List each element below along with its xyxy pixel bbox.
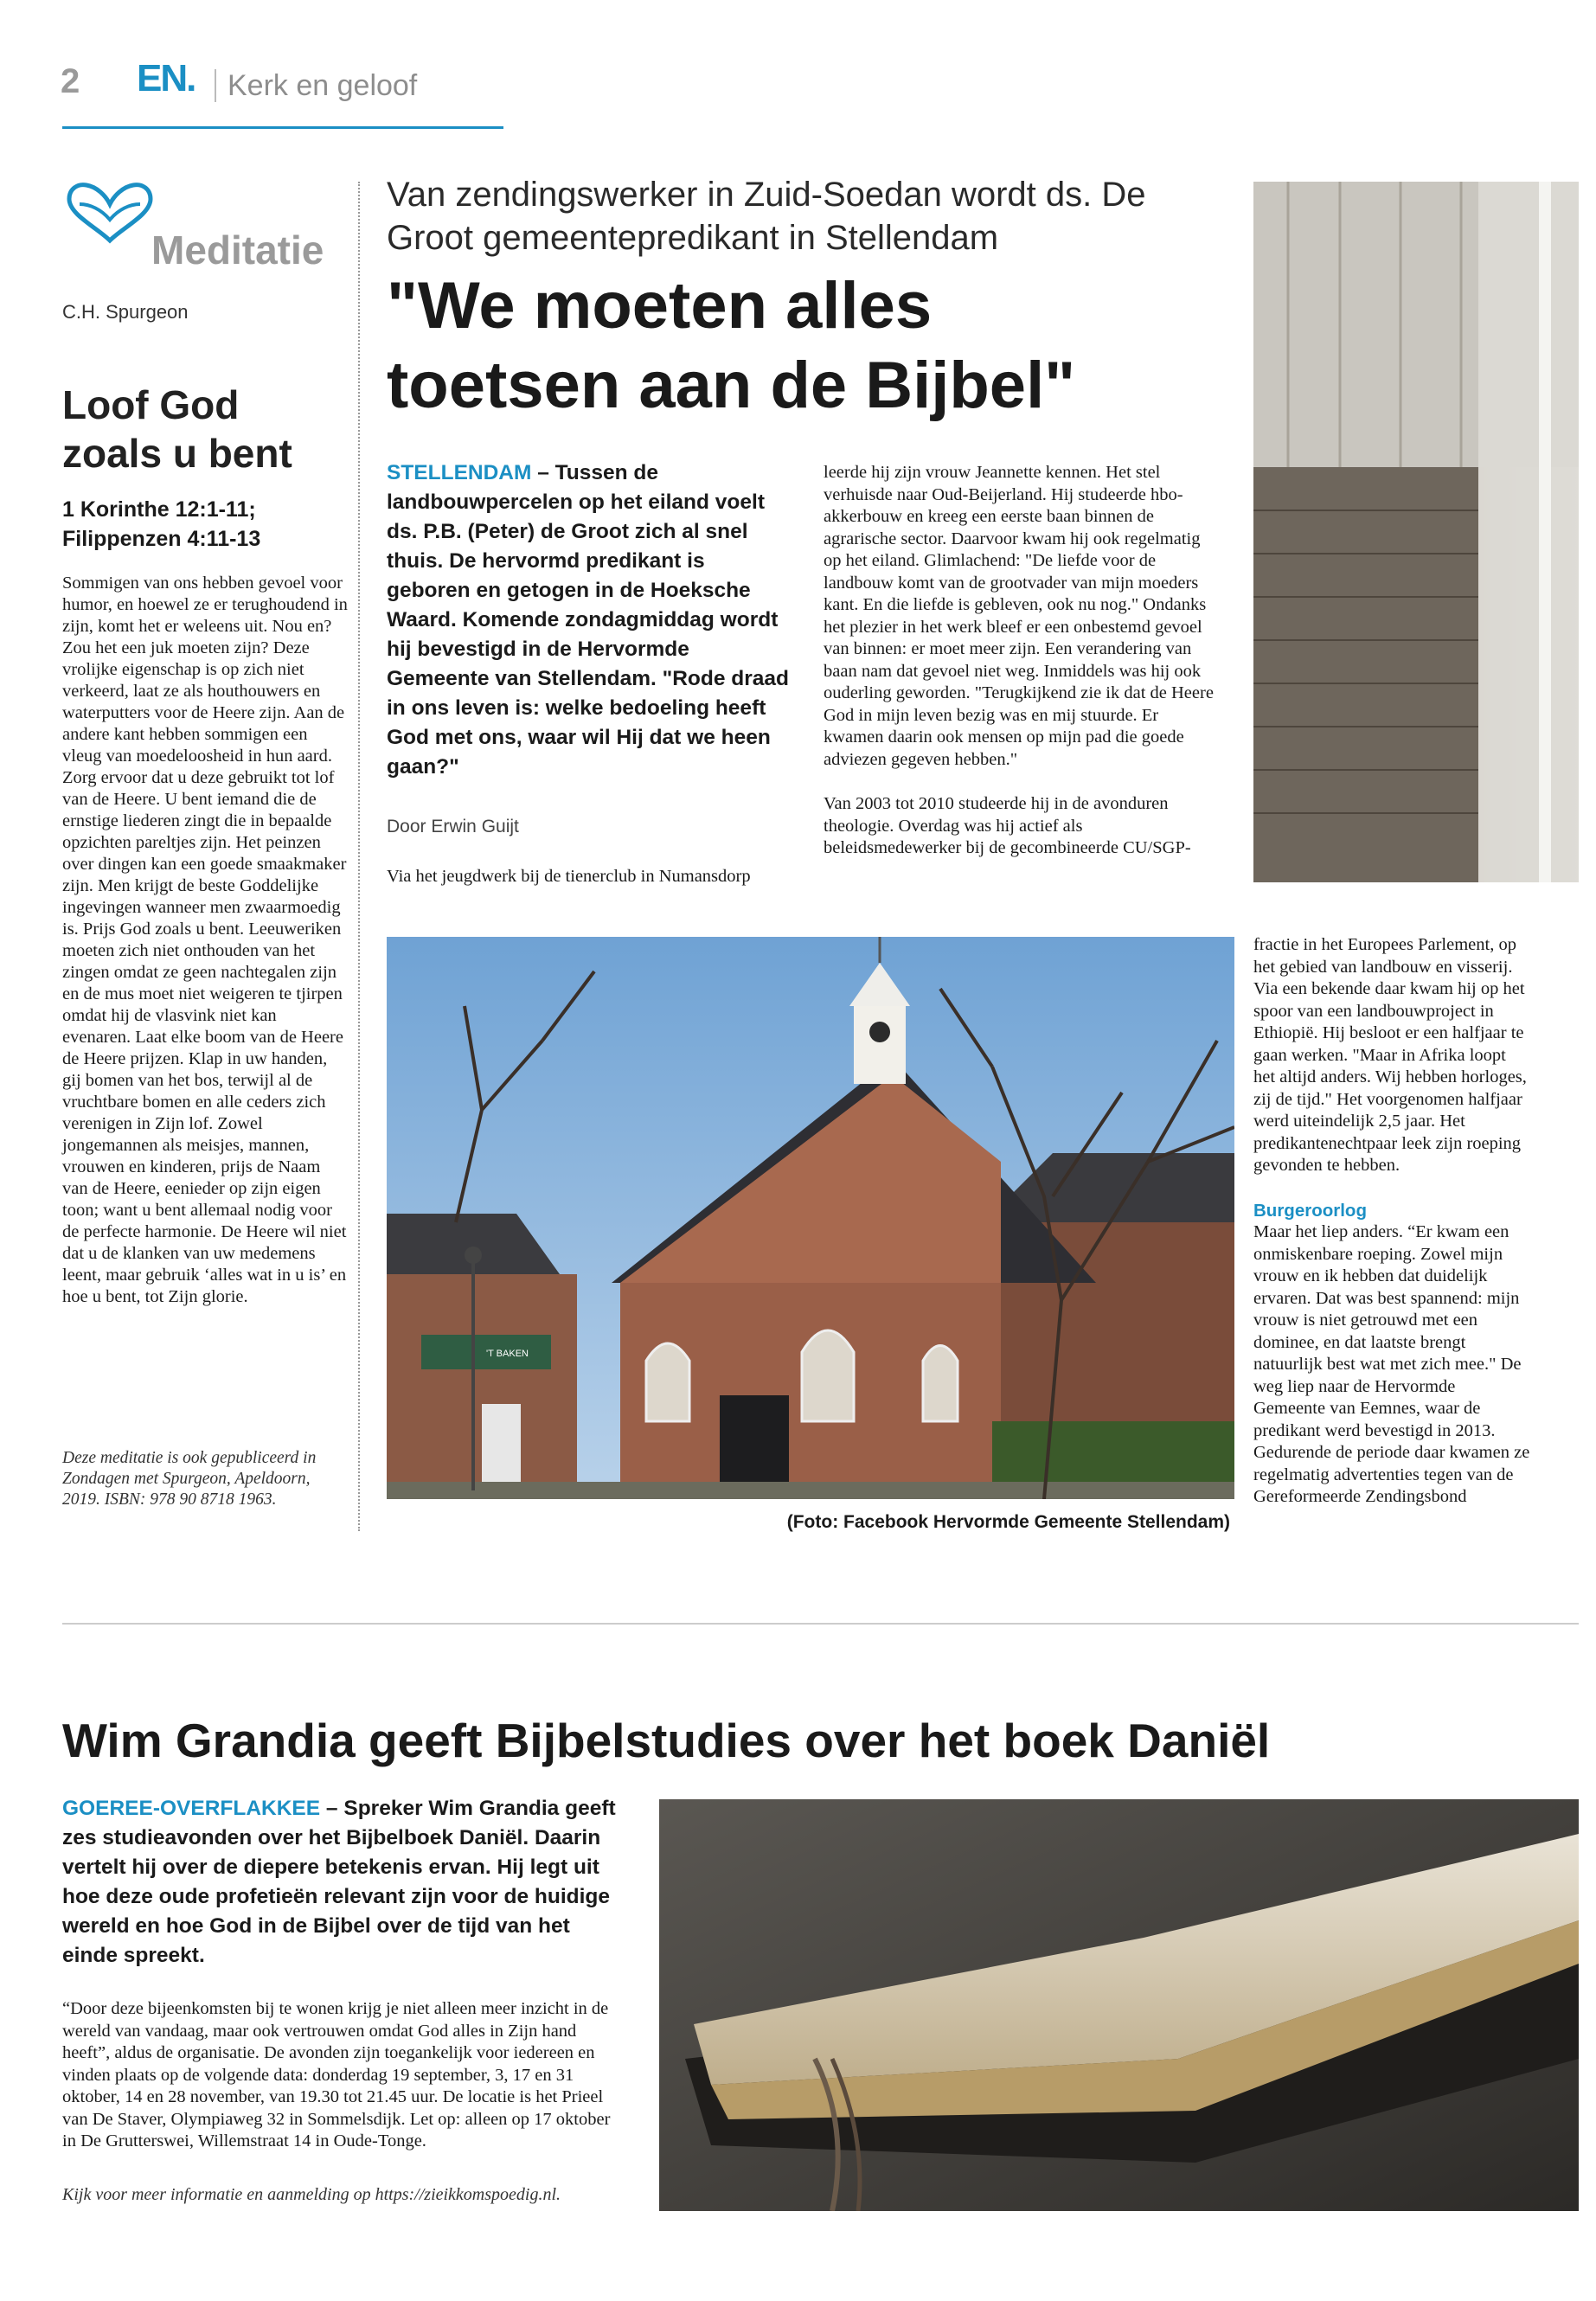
- article-2-body: “Door deze bijeenkomsten bij te wonen krijg je niet alleen meer inzicht in de wereld van vandaag, maar ook vertrouwen omdat God alles in Zijn hand heeft”, aldus de organisatie. De avonden zijn toegankelijk voor iedereen en vinden plaats op de volgende data: donderdag 19 september, 3, 17 en 31 oktober, 14 en 28 november, van 19.30 tot 21.45 uur. De locatie is het Prieel van De Staver, Olympiaweg 32 in Sommelsdijk. Let op: alleen op 17 oktober in De Grutterswei, Willemstraat 14 in Oude-Tonge.: [62, 1999, 611, 2150]
- section-divider: [62, 1623, 1579, 1625]
- section-title: Kerk en geloof: [228, 69, 418, 102]
- photo-caption: (Foto: Facebook Hervormde Gemeente Stellendam): [786, 1512, 1230, 1532]
- publication-logo: EN.: [137, 57, 195, 99]
- meditation-label: Meditatie: [151, 228, 324, 272]
- bible-photo: [659, 1799, 1579, 2211]
- paragraph: leerde hij zijn vrouw Jeannette kennen. Het stel verhuisde naar Oud-Beijerland. Hij studeerde hbo-akkerbouw en kreeg een eerste baan binnen de agrarische sector. Daarvoor kwam hij ook regelmatig op het eiland. Glimlachend: "De liefde voor de landbouw komt van de grootvader van mijn moeders kant. En die liefde is gebleven, ook nu nog." Ondanks het plezier in het werk bleef er een onbestemd gevoel van binnen: er moet meer zijn. Een verandering van baan nam dat gevoel niet weg. Inmiddels was hij ook ouderling geworden. "Terugkijkend zie ik dat de Heere God in mijn leven bezig was en mij stuurde. Er kwamen daarin ook mensen op mijn pad die goede adviezen gegeven hebben.": [824, 463, 1214, 769]
- article-2-lead: [62, 1794, 625, 1971]
- church-photo: [387, 937, 1234, 1499]
- subheading: Burgeroorlog: [1253, 1200, 1367, 1221]
- meditation-author: C.H. Spurgeon: [62, 301, 189, 323]
- meditation-body: Sommigen van ons hebben gevoel voor humor, en hoewel ze er terughoudend in zijn, komt het er weleens uit. Nou en? Zou het een juk moeten zijn? Deze vrolijke eigenschap is op zich niet verkeerd, laat ze als houthouwers en waterputters voor de Heere zijn. Aan de andere kant hebben sommigen een vleug van moedeloosheid in hun aard. Zorg ervoor dat u deze gebruikt tot lof van de Heere. U bent iemand die de ernstige liederen zingt die in bepaalde opzichten pareltjes zijn. Het peinzen over dingen kan een goede smaakmaker zijn. Men krijgt de beste Goddelijke ingevingen wanneer men zwaarmoedig is. Prijs God zoals u bent. Leeuweriken moeten zich niet onthouden van het zingen omdat ze geen nachtegalen zijn en de mus moet niet weigeren te tjirpen omdat hij de vlasvink niet kan evenaren. Laat elke boom van de Heere de Heere prijzen. Klap in uw handen, gij bomen van het bos, terwijl al de vruchtbare bomen en alle ceders zich verenigen in Zijn lof. Zowel jongemannen als meisjes, mannen, vrouwen en kinderen, prijs de Naam van de Heere, eenieder op zijn eigen toon; want u bent allemaal nodig voor de perfecte harmonie. De Heere wil niet dat u de klanken van uw medemens leent, maar gebruik ‘alles wat in u is’ en hoe u bent, tot Zijn glorie.: [62, 574, 348, 1306]
- column-divider: [358, 182, 360, 1531]
- page-number: 2: [61, 62, 80, 100]
- header-separator: [215, 69, 216, 102]
- dateline: STELLENDAM: [387, 461, 532, 484]
- article-column-3: [1253, 934, 1530, 1509]
- article-column-1: Via het jeugdwerk bij de tienerclub in Numansdorp: [387, 867, 751, 886]
- article-headline: "We moeten alles toetsen aan de Bijbel": [387, 269, 1076, 422]
- paragraph: fractie in het Europees Parlement, op het gebied van landbouw en visserij. Via een bekende daar kwam hij op het spoor van een landbouwproject in Ethiopië. Hij besloot er een halfjaar te gaan werken. "Maar in Afrika loopt het altijd anders. Wij hebben horloges, zij de tijd." Het voorgenomen halfjaar werd uiteindelijk 2,5 jaar. Het predikantenechtpaar leek zijn roeping gevonden te hebben.: [1253, 935, 1527, 1175]
- article-2-headline: Wim Grandia geeft Bijbelstudies over het boek Daniël: [62, 1714, 1271, 1767]
- dateline: GOEREE-OVERFLAKKEE: [62, 1797, 321, 1820]
- article-subtitle: Van zendingswerker in Zuid-Soedan wordt ds. De Groot gemeentepredikant in Stellendam: [387, 176, 1146, 257]
- article-lead: [387, 458, 793, 782]
- article-column-2: [824, 462, 1221, 860]
- paragraph: Van 2003 tot 2010 studeerde hij in de avonduren theologie. Overdag was hij actief als beleidsmedewerker bij de gecombineerde CU/SGP-: [824, 794, 1191, 857]
- article-2-footer: Kijk voor meer informatie en aanmelding op https://zieikkomspoedig.nl.: [62, 2185, 561, 2204]
- byline: Door Erwin Guijt: [387, 817, 519, 836]
- lead-text: – Tussen de landbouwpercelen op het eiland voelt ds. P.B. (Peter) de Groot zich al snel thuis. De hervormd predikant is geboren en getogen in de Hoeksche Waard. Komende zondagmiddag wordt hij bevestigd in de Hervormde Gemeente van Stellendam. "Rode draad in ons leven is: welke bedoeling heeft God met ons, waar wil Hij dat we heen gaan?": [387, 461, 790, 779]
- header-rule: [62, 126, 503, 129]
- open-book-heart-icon: [62, 180, 157, 249]
- meditation-note: Deze meditatie is ook gepubliceerd in Zondagen met Spurgeon, Apeldoorn, 2019. ISBN: 978 90 8718 1963.: [62, 1449, 317, 1509]
- paragraph: Maar het liep anders. “Er kwam een onmiskenbare roeping. Zowel mijn vrouw en ik hebben dat duidelijk ervaren. Dat was best spannend: mijn vrouw is niet getrouwd met een dominee, en dat laatste brengt natuurlijk best wat met zich mee." De weg liep naar de Hervormde Gemeente van Eemnes, waar de predikant werd bevestigd in 2013. Gedurende de periode daar kwamen ze regelmatig advertenties tegen van de Gereformeerde Zendingsbond: [1253, 1222, 1530, 1506]
- window-photo: [1253, 182, 1579, 882]
- meditation-title: Loof God zoals u bent: [62, 382, 292, 476]
- lead-text: – Spreker Wim Grandia geeft zes studieavonden over het Bijbelboek Daniël. Daarin vertelt hij over de diepere betekenis ervan. Hij legt uit hoe deze oude profetieën relevant zijn voor de huidige wereld en hoe God in de Bijbel over de tijd van het einde spreekt.: [62, 1797, 616, 1967]
- church-sign-text: 'T BAKEN: [486, 1349, 529, 1359]
- bible-reference: 1 Korinthe 12:1-11; Filippenzen 4:11-13: [62, 497, 261, 551]
